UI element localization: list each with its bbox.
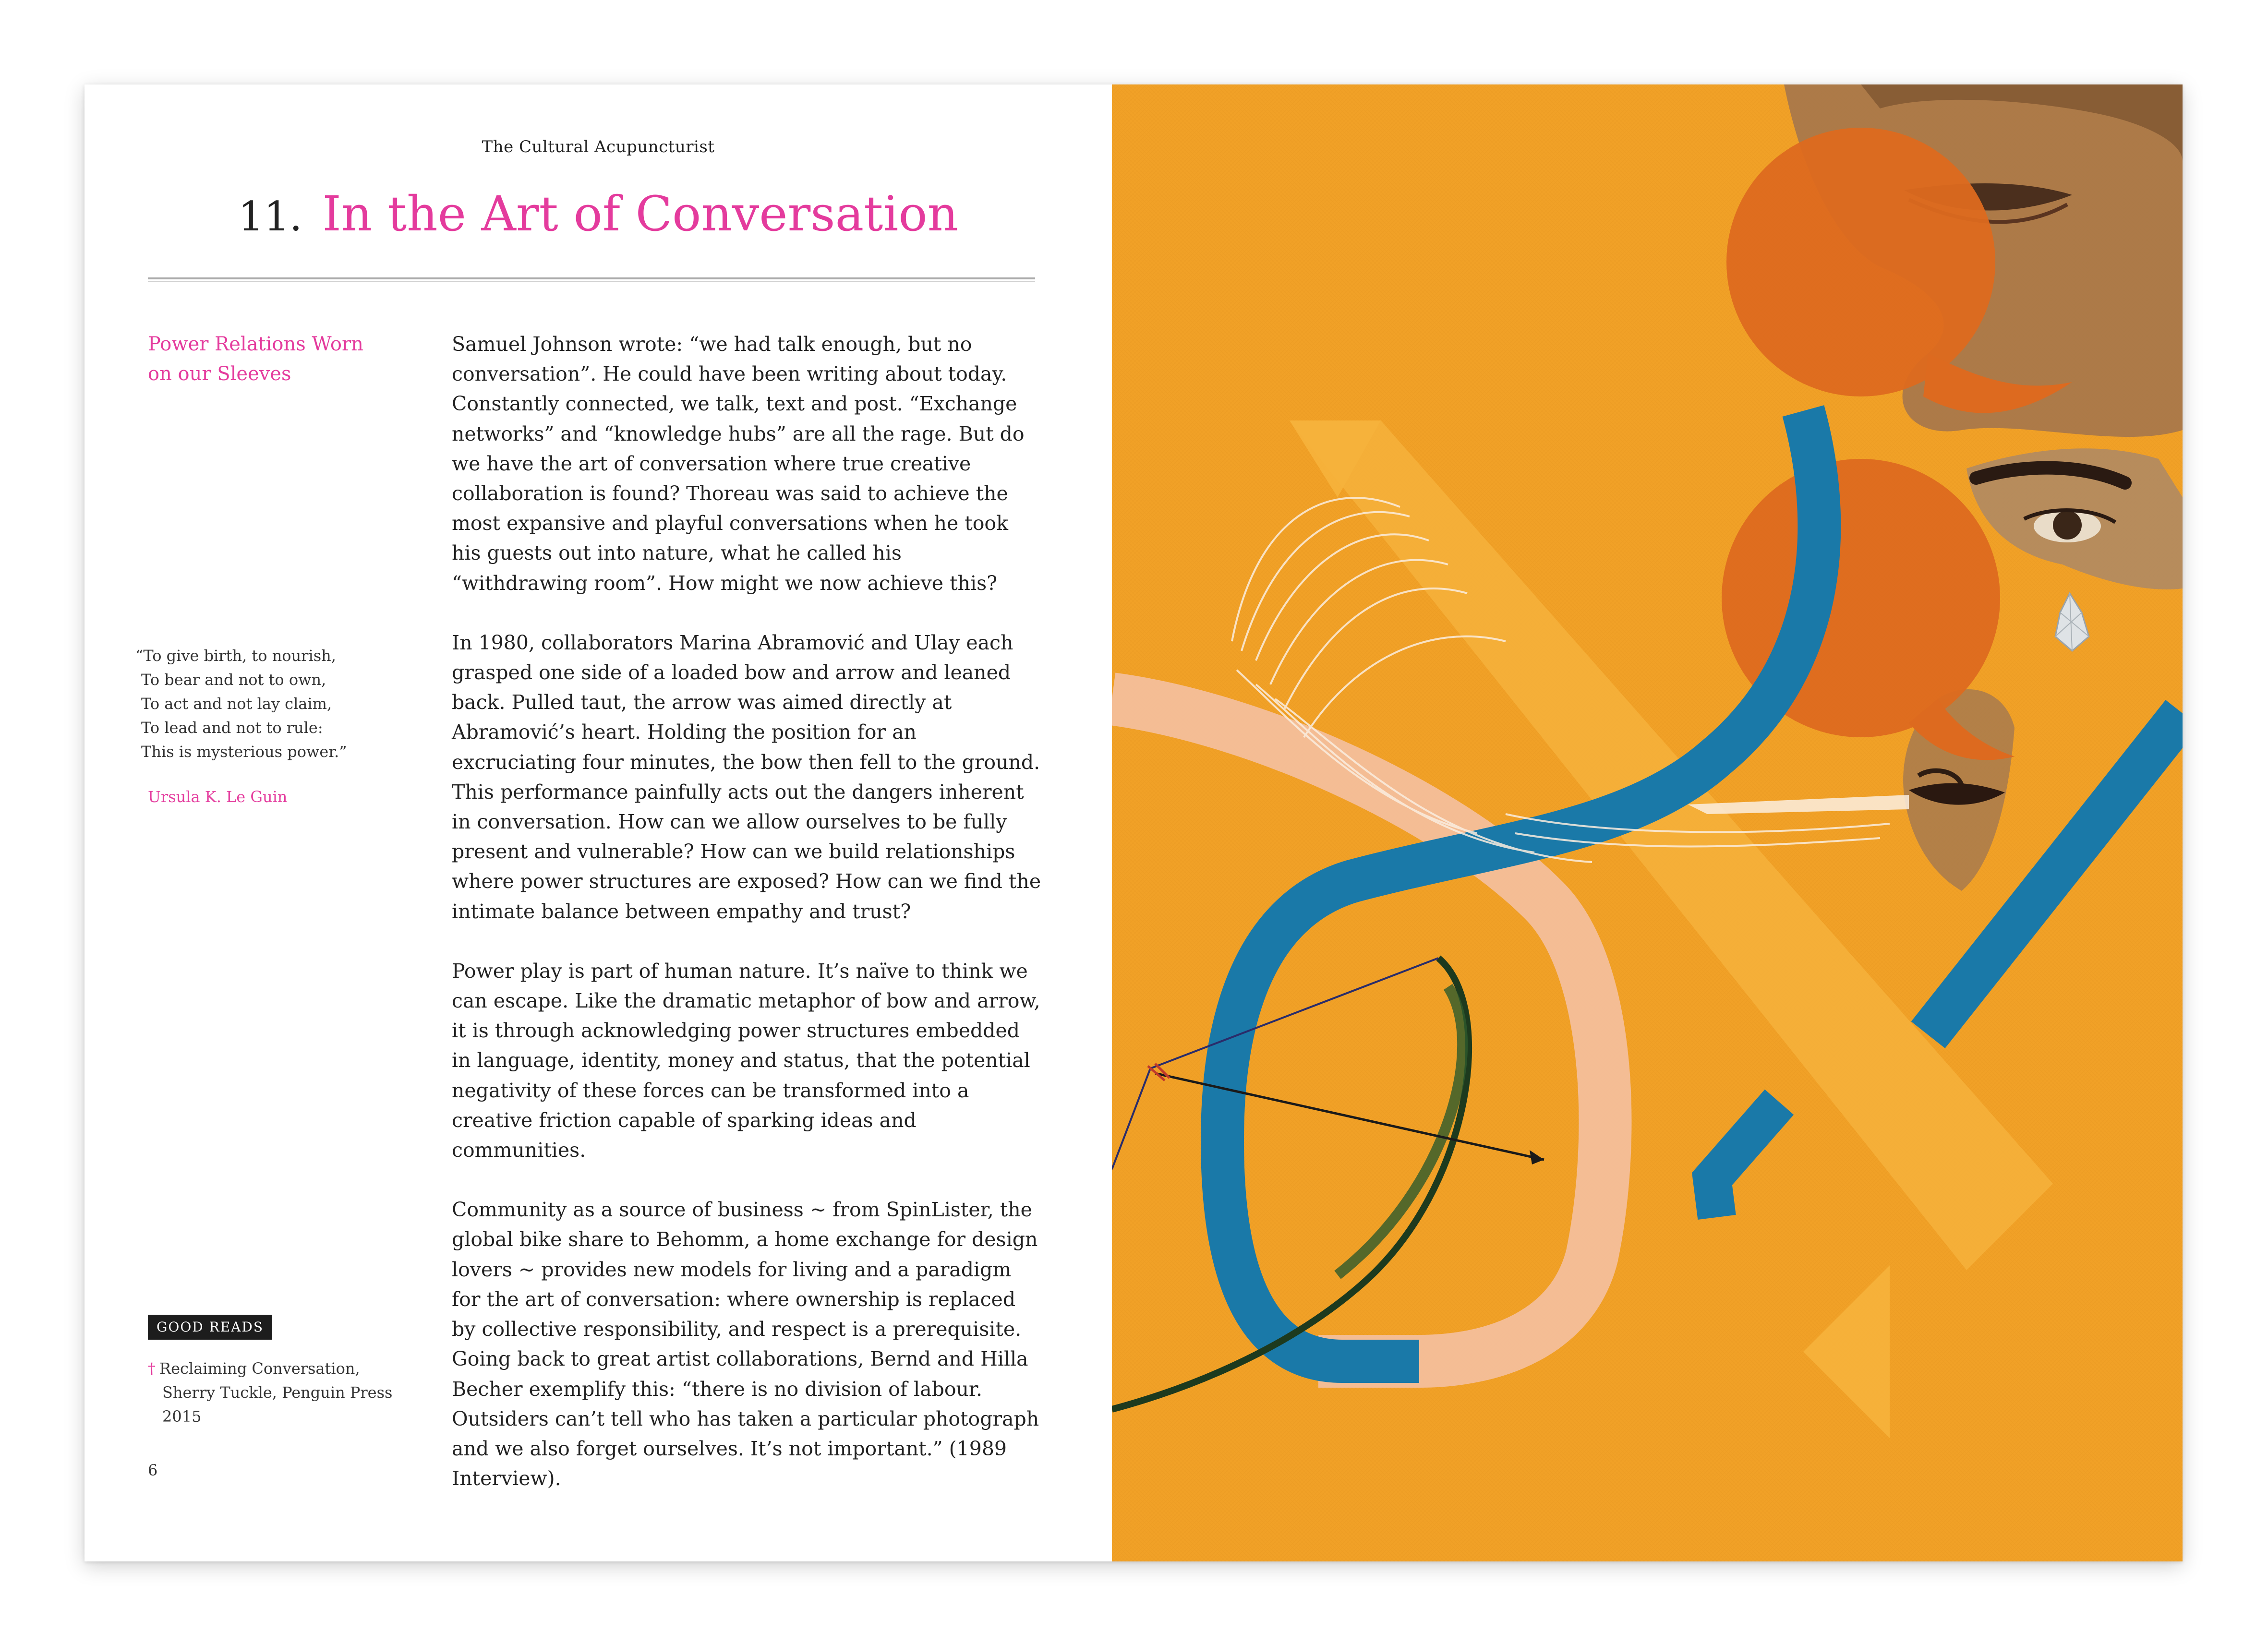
dagger-icon: † — [148, 1359, 156, 1378]
paragraph: Samuel Johnson wrote: “we had talk enough, but no conversation”. He could have been writing about today. Constantly connected, we talk, text and post. “Exchange networks” and “knowledge hubs” are all the rage. But do we have the art of conversation where true creative collaboration is found? Thoreau was said to achieve the most expansive and playful conversations when he took his guests out into nature, what he called his “withdrawing room”. How might we now achieve this? — [452, 333, 1025, 595]
good-reads-entry — [148, 1356, 436, 1428]
quote-line: “To give birth, to nourish, — [135, 647, 336, 665]
quote-line: To bear and not to own, — [141, 671, 326, 689]
collage-illustration — [1112, 84, 2183, 1561]
paragraph: In 1980, collaborators Marina Abramović and Ulay each grasped one side of a loaded bow and arrow and leaned back. Pulled taut, the arrow was aimed directly at Abramović’s heart. Holding the position for an excruciating four minutes, the bow then fell to the ground. This performance painfully acts out the dangers inherent in conversation. How can we allow ourselves to be fully present and vulnerable? How can we build relationships where power structures are exposed? How can we find the intimate balance between empathy and trust? — [452, 631, 1041, 923]
book-spread — [84, 84, 2183, 1561]
running-head: The Cultural Acupuncturist — [482, 137, 715, 156]
quote-line: This is mysterious power.” — [141, 743, 347, 761]
quote-author: Ursula K. Le Guin — [148, 788, 288, 806]
paragraph: Power play is part of human nature. It’s naïve to think we can escape. Like the dramatic metaphor of bow and arrow, it is through acknowledging power structures embedded in language, identity, money and status, that the potential negativity of these forces can be transformed into a creative friction capable of sparking ideas and communities. — [452, 959, 1040, 1162]
quote-line: To lead and not to rule: — [141, 719, 323, 737]
title-rule — [148, 277, 1035, 282]
side-heading — [148, 329, 369, 389]
paragraph: Community as a source of business ~ from SpinLister, the global bike share to Behomm, a home exchange for design lovers ~ provides new models for living and a paradigm for the art of conversation: where ownership is replaced by collective responsibility, and respect is a prerequisite. Going back to great artist collaborations, Bernd and Hilla Becher exemplify this: “there is no division of labour. Outsiders can’t tell who has taken a particular photograph and we also forget ourselves. It’s not important.” (1989 Interview). — [452, 1198, 1039, 1490]
body-text — [452, 329, 1042, 1523]
right-page-illustration — [1112, 84, 2183, 1561]
page-number: 6 — [148, 1461, 158, 1479]
left-page — [84, 84, 1112, 1561]
chapter-title — [84, 185, 1112, 243]
reads-author: Sherry Tuckle, Penguin Press 2015 — [162, 1383, 393, 1426]
quote-line: To act and not lay claim, — [141, 695, 332, 713]
side-heading-line-1: Power Relations Worn — [148, 333, 363, 355]
side-heading-line-2: on our Sleeves — [148, 363, 291, 385]
reads-title: Reclaiming Conversation, — [159, 1359, 360, 1378]
chapter-heading: In the Art of Conversation — [322, 186, 958, 242]
pull-quote — [135, 644, 410, 764]
chapter-number: 11. — [238, 193, 302, 240]
good-reads-badge: GOOD READS — [148, 1315, 272, 1340]
